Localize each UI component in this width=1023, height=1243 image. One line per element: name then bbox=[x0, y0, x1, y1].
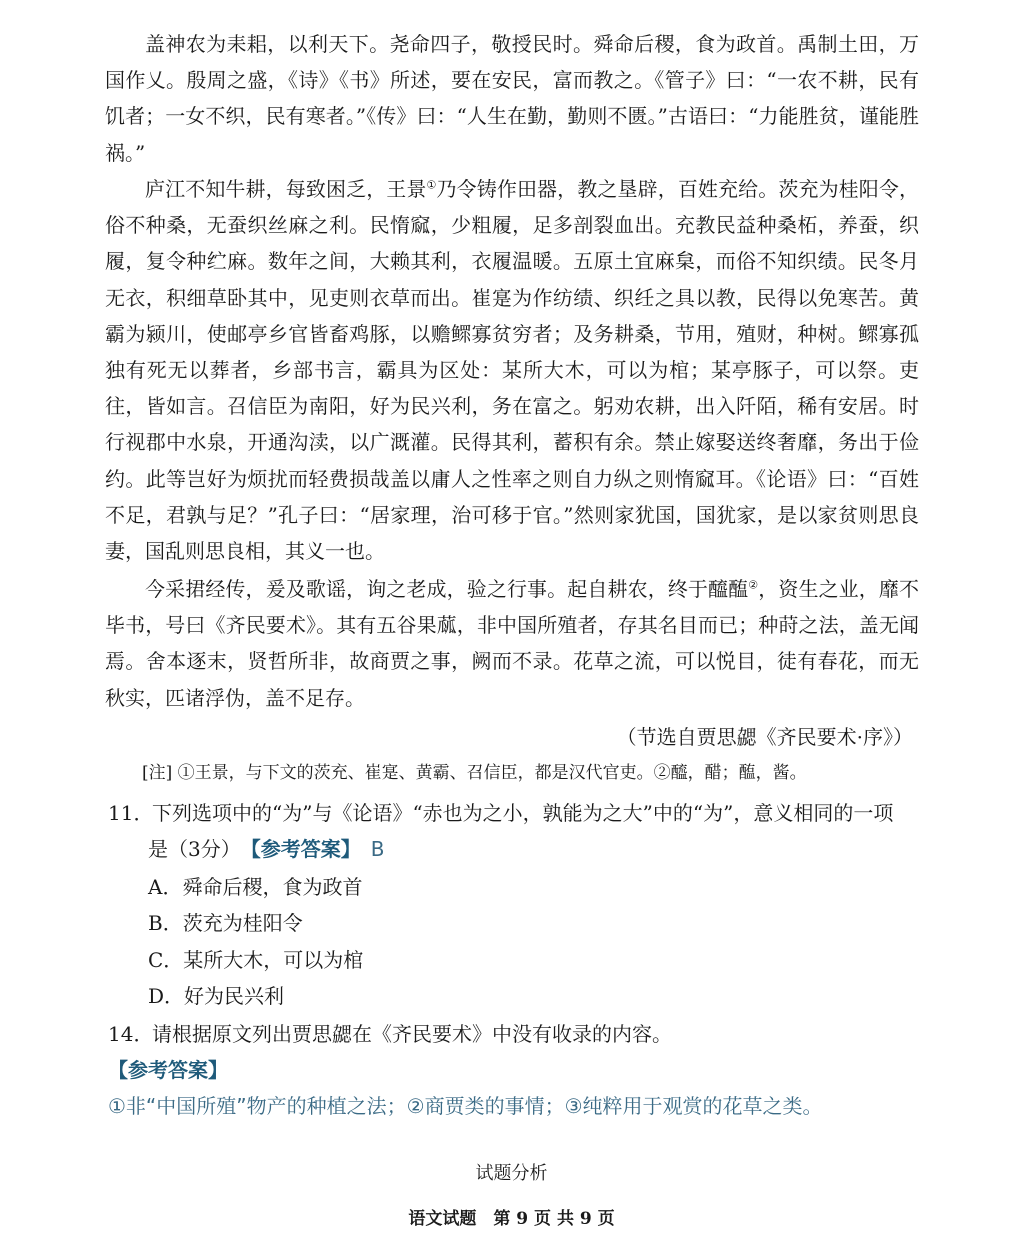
passage-paragraph-1-text: 盖神农为耒耜，以利天下。尧命四子，敬授民时。舜命后稷，食为政首。禹制土田，万国作乂。殷周之盛，《诗》《书》所述，要在安民，富而教之。《管子》曰：“一农不耕，民有饥者；一女不织，民有寒者。”《传》曰：“人生在勤，勤则不匮。”古语曰：“力能胜贫，谨能胜祸。” bbox=[105, 32, 919, 165]
question-11-answer-value: B bbox=[370, 837, 385, 861]
question-11-answer-tag: 【参考答案】 bbox=[250, 837, 351, 861]
passage-paragraph-3-text-b: ，资生之业，靡不毕书，号曰《齐民要术》。其有五谷果蓏，非中国所殖者，存其名目而已；种莳之法，盖无闻焉。舍本逐末，贤哲所非，故商贾之事，阙而不录。花草之流，可以悦目，徒有春花，而无秋实，匹诸浮伪，盖不足存。 bbox=[105, 577, 920, 710]
question-11-stem-line2-wrap bbox=[108, 831, 920, 867]
analysis-label: 试题分析 bbox=[475, 1163, 548, 1184]
question-11 bbox=[108, 795, 920, 867]
question-11-option-d: D．好为民兴利 bbox=[148, 984, 285, 1008]
question-14-answer-tag: 【参考答案】 bbox=[108, 1058, 228, 1082]
passage-paragraph-3 bbox=[105, 571, 919, 716]
passage-source: （节选自贾思勰《齐民要术·序》） bbox=[616, 725, 913, 749]
passage-paragraph-2 bbox=[105, 171, 919, 569]
question-11-stem-line1: 下列选项中的“为”与《论语》“赤也为之小，孰能为之大”中的“为”，意义相同的一项 bbox=[152, 801, 894, 825]
question-14-stem: 请根据原文列出贾思勰在《齐民要术》中没有收录的内容。 bbox=[152, 1022, 672, 1046]
passage-paragraph-3-text-a: 今采捃经传，爰及歌谣，询之老成，验之行事。起自耕农，终于醯醢 bbox=[145, 577, 749, 601]
question-11-option-c: C．某所大木，可以为棺 bbox=[148, 948, 364, 972]
passage-paragraph-2-text-a: 庐江不知牛耕，每致困乏，王景 bbox=[145, 177, 427, 201]
question-11-number: 11． bbox=[108, 801, 154, 825]
question-14 bbox=[108, 1016, 920, 1052]
question-11-stem-line2: 是（3分） bbox=[148, 837, 231, 861]
footnote-mark-2: ② bbox=[748, 578, 759, 592]
question-11-option-b: B．茨充为桂阳令 bbox=[148, 911, 303, 935]
footnote-mark-1: ① bbox=[426, 178, 437, 192]
question-14-number: 14． bbox=[108, 1022, 154, 1046]
question-14-answer-body: ①非“中国所殖”物产的种植之法；②商贾类的事情；③纯粹用于观赏的花草之类。 bbox=[108, 1094, 823, 1118]
passage-paragraph-1 bbox=[105, 26, 919, 171]
passage-paragraph-2-text-b: 乃令铸作田器，教之垦辟，百姓充给。茨充为桂阳令，俗不种桑，无蚕织丝麻之利。民惰窳，少粗履，足多剖裂血出。充教民益种桑柘，养蚕，织履，复令种纻麻。数年之间，大赖其利，衣履温暖。五原土宜麻枲，而俗不知织绩。民冬月无衣，积细草卧其中，见吏则衣草而出。崔寔为作纺绩、织纴之具以教，民得以免寒苦。黄霸为颍川，使邮亭乡官皆畜鸡豚，以赡鳏寡贫穷者；及务耕桑，节用，殖财，种树。鳏寡孤独有死无以葬者，乡部书言，霸具为区处：某所大木，可以为棺；某亭豚子，可以祭。吏往，皆如言。召信臣为南阳，好为民兴利，务在富之。躬劝农耕，出入阡陌，稀有安居。时行视郡中水泉，开通沟渎，以广溉灌。民得其利，蓄积有余。禁止嫁娶送终奢靡，务出于俭约。此等岂好为烦扰而轻费损哉盖以庸人之性率之则自力纵之则惰窳耳。《论语》曰：“百姓不足，君孰与足？”孔子曰：“居家理，治可移于官。”然则家犹国，国犹家，是以家贫则思良妻，国乱则思良相，其义一也。 bbox=[105, 177, 920, 564]
question-11-option-a: A．舜命后稷，食为政首 bbox=[148, 875, 363, 899]
page-footer: 语文试题 第 9 页 共 9 页 bbox=[408, 1209, 615, 1229]
passage-footnote: [注] ①王景，与下文的茨充、崔寔、黄霸、召信臣，都是汉代官吏。②醯，醋；醢，酱。 bbox=[142, 763, 807, 783]
